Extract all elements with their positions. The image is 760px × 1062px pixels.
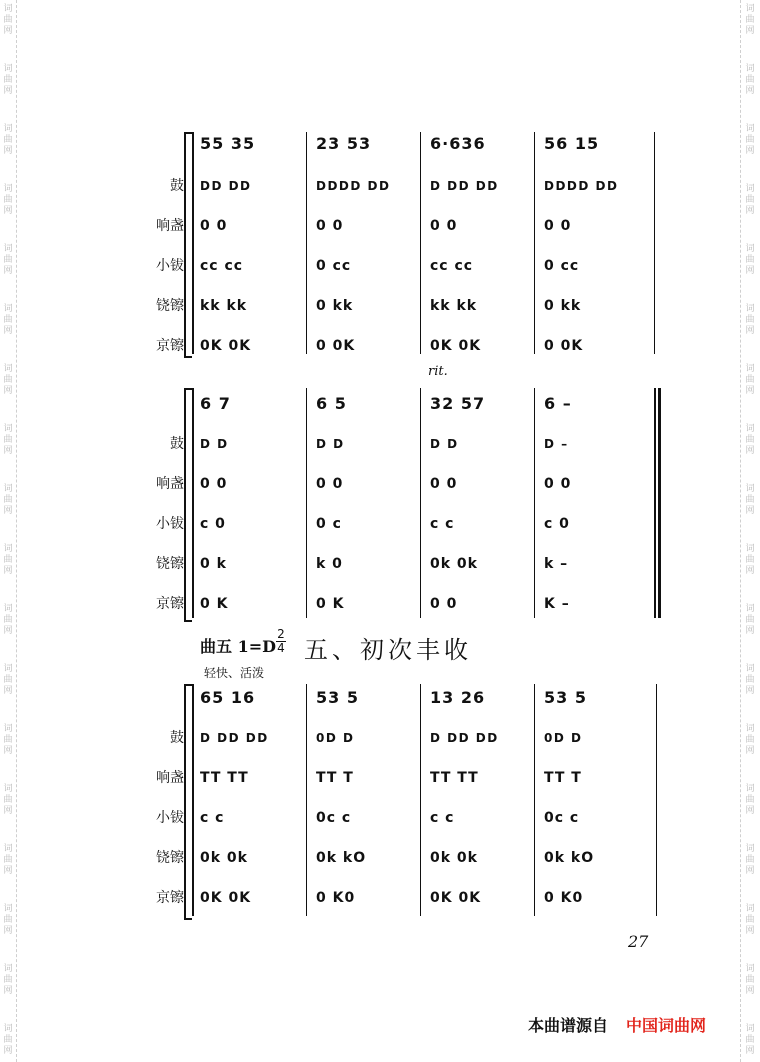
watermark-glyph: 词 [3, 484, 13, 494]
instrument-label: 响盏 [156, 476, 184, 492]
percussion-measure: K – [544, 596, 570, 612]
watermark-glyph: 网 [745, 26, 755, 36]
watermark-glyph: 网 [745, 146, 755, 156]
system-brace [184, 684, 192, 920]
percussion-measure: 0 0 [200, 218, 228, 234]
final-barline-thick [658, 388, 661, 618]
watermark-glyph: 曲 [3, 615, 13, 625]
watermark-glyph: 曲 [745, 15, 755, 25]
percussion-measure: 0k kO [316, 850, 367, 866]
percussion-measure: 0 K [200, 596, 229, 612]
watermark-glyph: 网 [3, 986, 13, 996]
percussion-measure: 0k 0k [430, 850, 478, 866]
system-brace [184, 388, 192, 622]
percussion-measure: 0 k [200, 556, 227, 572]
percussion-measure: 0k 0k [200, 850, 248, 866]
percussion-measure: 0 0 [200, 476, 228, 492]
percussion-measure: 0 0 [544, 218, 572, 234]
percussion-measure: DDDD DD [316, 179, 391, 193]
watermark-glyph: 网 [3, 686, 13, 696]
watermark-glyph: 曲 [745, 75, 755, 85]
instrument-row [140, 434, 670, 454]
melody-measure: 6 5 [316, 394, 347, 413]
watermark-glyph: 网 [745, 566, 755, 576]
watermark-glyph: 曲 [745, 555, 755, 565]
watermark-glyph: 曲 [745, 495, 755, 505]
watermark-glyph: 词 [3, 784, 13, 794]
watermark-column-left [0, 0, 17, 1062]
watermark-glyph: 词 [745, 64, 755, 74]
watermark-glyph: 词 [3, 304, 13, 314]
watermark-glyph: 词 [3, 4, 13, 14]
watermark-glyph: 网 [3, 386, 13, 396]
watermark-glyph: 网 [3, 266, 13, 276]
watermark-glyph: 网 [745, 206, 755, 216]
watermark-column-right [740, 0, 757, 1062]
watermark-glyph: 网 [3, 1046, 13, 1056]
watermark-glyph: 曲 [3, 195, 13, 205]
melody-measure: 55 35 [200, 134, 256, 153]
system-brace [184, 132, 192, 358]
instrument-label: 铙镲 [156, 298, 184, 314]
watermark-glyph: 网 [3, 566, 13, 576]
watermark-glyph: 词 [3, 1024, 13, 1034]
instrument-label: 响盏 [156, 770, 184, 786]
watermark-glyph: 曲 [3, 435, 13, 445]
system-line [192, 684, 194, 916]
watermark-glyph: 词 [3, 364, 13, 374]
percussion-measure: 0k 0k [430, 556, 478, 572]
barline [306, 684, 307, 916]
instrument-row [140, 728, 670, 748]
instrument-row [140, 514, 670, 534]
instrument-label: 鼓 [170, 436, 184, 452]
percussion-measure: k – [544, 556, 569, 572]
barline [306, 132, 307, 354]
watermark-glyph: 网 [3, 206, 13, 216]
instrument-row [140, 554, 670, 574]
watermark-glyph: 曲 [3, 1035, 13, 1045]
percussion-measure: 0D D [316, 731, 355, 745]
percussion-measure: 0 kk [544, 298, 582, 314]
watermark-glyph: 曲 [3, 315, 13, 325]
watermark-glyph: 曲 [745, 435, 755, 445]
watermark-glyph: 曲 [3, 855, 13, 865]
instrument-label: 鼓 [170, 178, 184, 194]
melody-measure: 6·636 [430, 134, 486, 153]
watermark-glyph: 网 [745, 446, 755, 456]
watermark-glyph: 词 [745, 1024, 755, 1034]
watermark-glyph: 词 [745, 184, 755, 194]
watermark-glyph: 曲 [3, 75, 13, 85]
watermark-glyph: 网 [745, 626, 755, 636]
barline [534, 132, 535, 354]
barline [654, 132, 655, 354]
watermark-glyph: 网 [745, 386, 755, 396]
watermark-glyph: 网 [3, 746, 13, 756]
percussion-measure: 0K 0K [430, 890, 482, 906]
watermark-glyph: 词 [3, 664, 13, 674]
instrument-row [140, 296, 670, 316]
watermark-glyph: 曲 [3, 975, 13, 985]
instrument-label: 小钹 [156, 810, 184, 826]
percussion-measure: 0 0 [316, 476, 344, 492]
watermark-glyph: 网 [745, 266, 755, 276]
watermark-glyph: 曲 [3, 735, 13, 745]
instrument-label: 京镲 [156, 890, 184, 906]
barline [420, 388, 421, 618]
instrument-row [140, 216, 670, 236]
percussion-measure: kk kk [200, 298, 248, 314]
instrument-label: 小钹 [156, 516, 184, 532]
watermark-glyph: 词 [745, 544, 755, 554]
rit-marking: rit. [428, 364, 448, 379]
instrument-label: 响盏 [156, 218, 184, 234]
watermark-glyph: 词 [745, 964, 755, 974]
watermark-glyph: 词 [745, 4, 755, 14]
source-text: 本曲谱源自 [528, 1016, 609, 1035]
watermark-glyph: 曲 [745, 1035, 755, 1045]
watermark-glyph: 曲 [3, 135, 13, 145]
watermark-glyph: 曲 [3, 495, 13, 505]
watermark-glyph: 词 [745, 124, 755, 134]
melody-measure: 32 57 [430, 394, 486, 413]
watermark-glyph: 曲 [745, 855, 755, 865]
watermark-glyph: 网 [3, 326, 13, 336]
watermark-glyph: 网 [3, 86, 13, 96]
watermark-glyph: 网 [3, 446, 13, 456]
watermark-glyph: 网 [3, 866, 13, 876]
percussion-measure: c c [200, 810, 225, 826]
watermark-glyph: 词 [745, 724, 755, 734]
instrument-label: 京镲 [156, 596, 184, 612]
watermark-glyph: 曲 [745, 615, 755, 625]
watermark-glyph: 词 [745, 244, 755, 254]
watermark-glyph: 曲 [3, 15, 13, 25]
percussion-measure: 0K 0K [200, 890, 252, 906]
watermark-glyph: 曲 [745, 195, 755, 205]
percussion-measure: 0 0 [430, 476, 458, 492]
percussion-measure: cc cc [200, 258, 244, 274]
watermark-glyph: 词 [745, 784, 755, 794]
watermark-glyph: 网 [745, 86, 755, 96]
watermark-glyph: 网 [3, 926, 13, 936]
watermark-glyph: 网 [745, 926, 755, 936]
percussion-measure: TT T [316, 770, 354, 786]
watermark-glyph: 曲 [745, 375, 755, 385]
watermark-glyph: 词 [3, 184, 13, 194]
watermark-glyph: 词 [3, 604, 13, 614]
percussion-measure: 0c c [544, 810, 580, 826]
instrument-row [140, 768, 670, 788]
barline [306, 388, 307, 618]
watermark-glyph: 词 [3, 964, 13, 974]
watermark-glyph: 曲 [3, 915, 13, 925]
watermark-glyph: 曲 [3, 675, 13, 685]
percussion-measure: cc cc [430, 258, 474, 274]
source-brand-link[interactable]: 中国词曲网 [626, 1016, 707, 1035]
melody-row [140, 394, 670, 414]
instrument-label: 铙镲 [156, 850, 184, 866]
piece-number-key: 曲五 1=D [200, 637, 276, 656]
system-line [192, 132, 194, 354]
watermark-glyph: 曲 [745, 135, 755, 145]
watermark-glyph: 曲 [3, 255, 13, 265]
final-barline-thin [654, 388, 656, 618]
watermark-glyph: 词 [745, 844, 755, 854]
watermark-glyph: 网 [745, 686, 755, 696]
system-line [192, 388, 194, 618]
watermark-glyph: 网 [745, 326, 755, 336]
barline [656, 684, 657, 916]
piece-heading: 五、初次丰收 [304, 636, 472, 664]
watermark-glyph: 网 [745, 506, 755, 516]
instrument-row [140, 808, 670, 828]
watermark-glyph: 网 [3, 626, 13, 636]
watermark-glyph: 网 [3, 26, 13, 36]
percussion-measure: 0 c [316, 516, 342, 532]
percussion-measure: TT TT [200, 770, 249, 786]
instrument-label: 小钹 [156, 258, 184, 274]
percussion-measure: 0 0K [316, 338, 356, 354]
melody-measure: 6 – [544, 394, 572, 413]
watermark-glyph: 网 [745, 806, 755, 816]
page-number: 27 [628, 932, 649, 951]
instrument-row [140, 256, 670, 276]
watermark-glyph: 网 [3, 146, 13, 156]
percussion-measure: D D [430, 437, 459, 451]
watermark-glyph: 词 [3, 244, 13, 254]
watermark-glyph: 词 [3, 424, 13, 434]
percussion-measure: 0 0 [430, 218, 458, 234]
percussion-measure: 0 K [316, 596, 345, 612]
percussion-measure: 0K 0K [200, 338, 252, 354]
percussion-measure: D DD DD [430, 179, 499, 193]
percussion-measure: 0 0 [430, 596, 458, 612]
percussion-measure: 0 0 [544, 476, 572, 492]
watermark-glyph: 词 [745, 304, 755, 314]
percussion-measure: D – [544, 437, 569, 451]
instrument-row [140, 888, 670, 908]
watermark-glyph: 曲 [3, 375, 13, 385]
percussion-measure: 0 kk [316, 298, 354, 314]
instrument-row [140, 336, 670, 356]
barline [420, 132, 421, 354]
watermark-glyph: 词 [745, 484, 755, 494]
percussion-measure: 0 0K [544, 338, 584, 354]
percussion-measure: 0K 0K [430, 338, 482, 354]
melody-measure: 56 15 [544, 134, 600, 153]
percussion-measure: k 0 [316, 556, 343, 572]
melody-measure: 53 5 [544, 688, 587, 707]
watermark-glyph: 网 [745, 986, 755, 996]
melody-measure: 6 7 [200, 394, 231, 413]
watermark-glyph: 词 [3, 544, 13, 554]
watermark-glyph: 曲 [745, 675, 755, 685]
watermark-glyph: 曲 [745, 795, 755, 805]
watermark-glyph: 网 [745, 746, 755, 756]
percussion-measure: 0 cc [316, 258, 352, 274]
percussion-measure: DDDD DD [544, 179, 619, 193]
melody-measure: 53 5 [316, 688, 359, 707]
watermark-glyph: 网 [745, 1046, 755, 1056]
percussion-measure: TT TT [430, 770, 479, 786]
percussion-measure: c c [430, 810, 455, 826]
watermark-glyph: 词 [3, 124, 13, 134]
percussion-measure: 0 0 [316, 218, 344, 234]
melody-measure: 23 53 [316, 134, 372, 153]
percussion-measure: 0c c [316, 810, 352, 826]
watermark-glyph: 词 [3, 844, 13, 854]
time-signature [276, 628, 286, 655]
watermark-glyph: 词 [745, 424, 755, 434]
watermark-glyph: 曲 [3, 795, 13, 805]
percussion-measure: D D [200, 437, 229, 451]
melody-measure: 13 26 [430, 688, 486, 707]
instrument-row [140, 176, 670, 196]
instrument-row [140, 594, 670, 614]
percussion-measure: c c [430, 516, 455, 532]
percussion-measure: 0 K0 [544, 890, 584, 906]
watermark-glyph: 网 [3, 806, 13, 816]
melody-measure: 65 16 [200, 688, 256, 707]
instrument-label: 铙镲 [156, 556, 184, 572]
melody-row [140, 134, 670, 154]
watermark-glyph: 曲 [745, 975, 755, 985]
watermark-glyph: 词 [3, 904, 13, 914]
percussion-measure: 0D D [544, 731, 583, 745]
tempo-marking: 轻快、活泼 [204, 666, 265, 680]
percussion-measure: 0 cc [544, 258, 580, 274]
instrument-row [140, 474, 670, 494]
time-numerator: 2 [277, 627, 285, 641]
source-footer [528, 1013, 706, 1036]
watermark-glyph: 网 [745, 866, 755, 876]
time-denominator: 4 [277, 641, 285, 655]
watermark-glyph: 曲 [745, 255, 755, 265]
piece-title [200, 628, 560, 664]
percussion-measure: D DD DD [200, 731, 269, 745]
watermark-glyph: 曲 [3, 555, 13, 565]
percussion-measure: c 0 [200, 516, 226, 532]
percussion-measure: 0 K0 [316, 890, 356, 906]
watermark-glyph: 曲 [745, 315, 755, 325]
watermark-glyph: 词 [745, 904, 755, 914]
watermark-glyph: 词 [745, 664, 755, 674]
percussion-measure: kk kk [430, 298, 478, 314]
barline [420, 684, 421, 916]
watermark-glyph: 词 [745, 604, 755, 614]
instrument-label: 鼓 [170, 730, 184, 746]
percussion-measure: D DD DD [430, 731, 499, 745]
barline [534, 388, 535, 618]
percussion-measure: DD DD [200, 179, 252, 193]
watermark-glyph: 词 [3, 724, 13, 734]
percussion-measure: D D [316, 437, 345, 451]
watermark-glyph: 词 [745, 364, 755, 374]
instrument-row [140, 848, 670, 868]
percussion-measure: c 0 [544, 516, 570, 532]
percussion-measure: 0k kO [544, 850, 595, 866]
barline [534, 684, 535, 916]
melody-row [140, 688, 670, 708]
watermark-glyph: 曲 [745, 735, 755, 745]
watermark-glyph: 词 [3, 64, 13, 74]
percussion-measure: TT T [544, 770, 582, 786]
watermark-glyph: 网 [3, 506, 13, 516]
instrument-label: 京镲 [156, 338, 184, 354]
watermark-glyph: 曲 [745, 915, 755, 925]
